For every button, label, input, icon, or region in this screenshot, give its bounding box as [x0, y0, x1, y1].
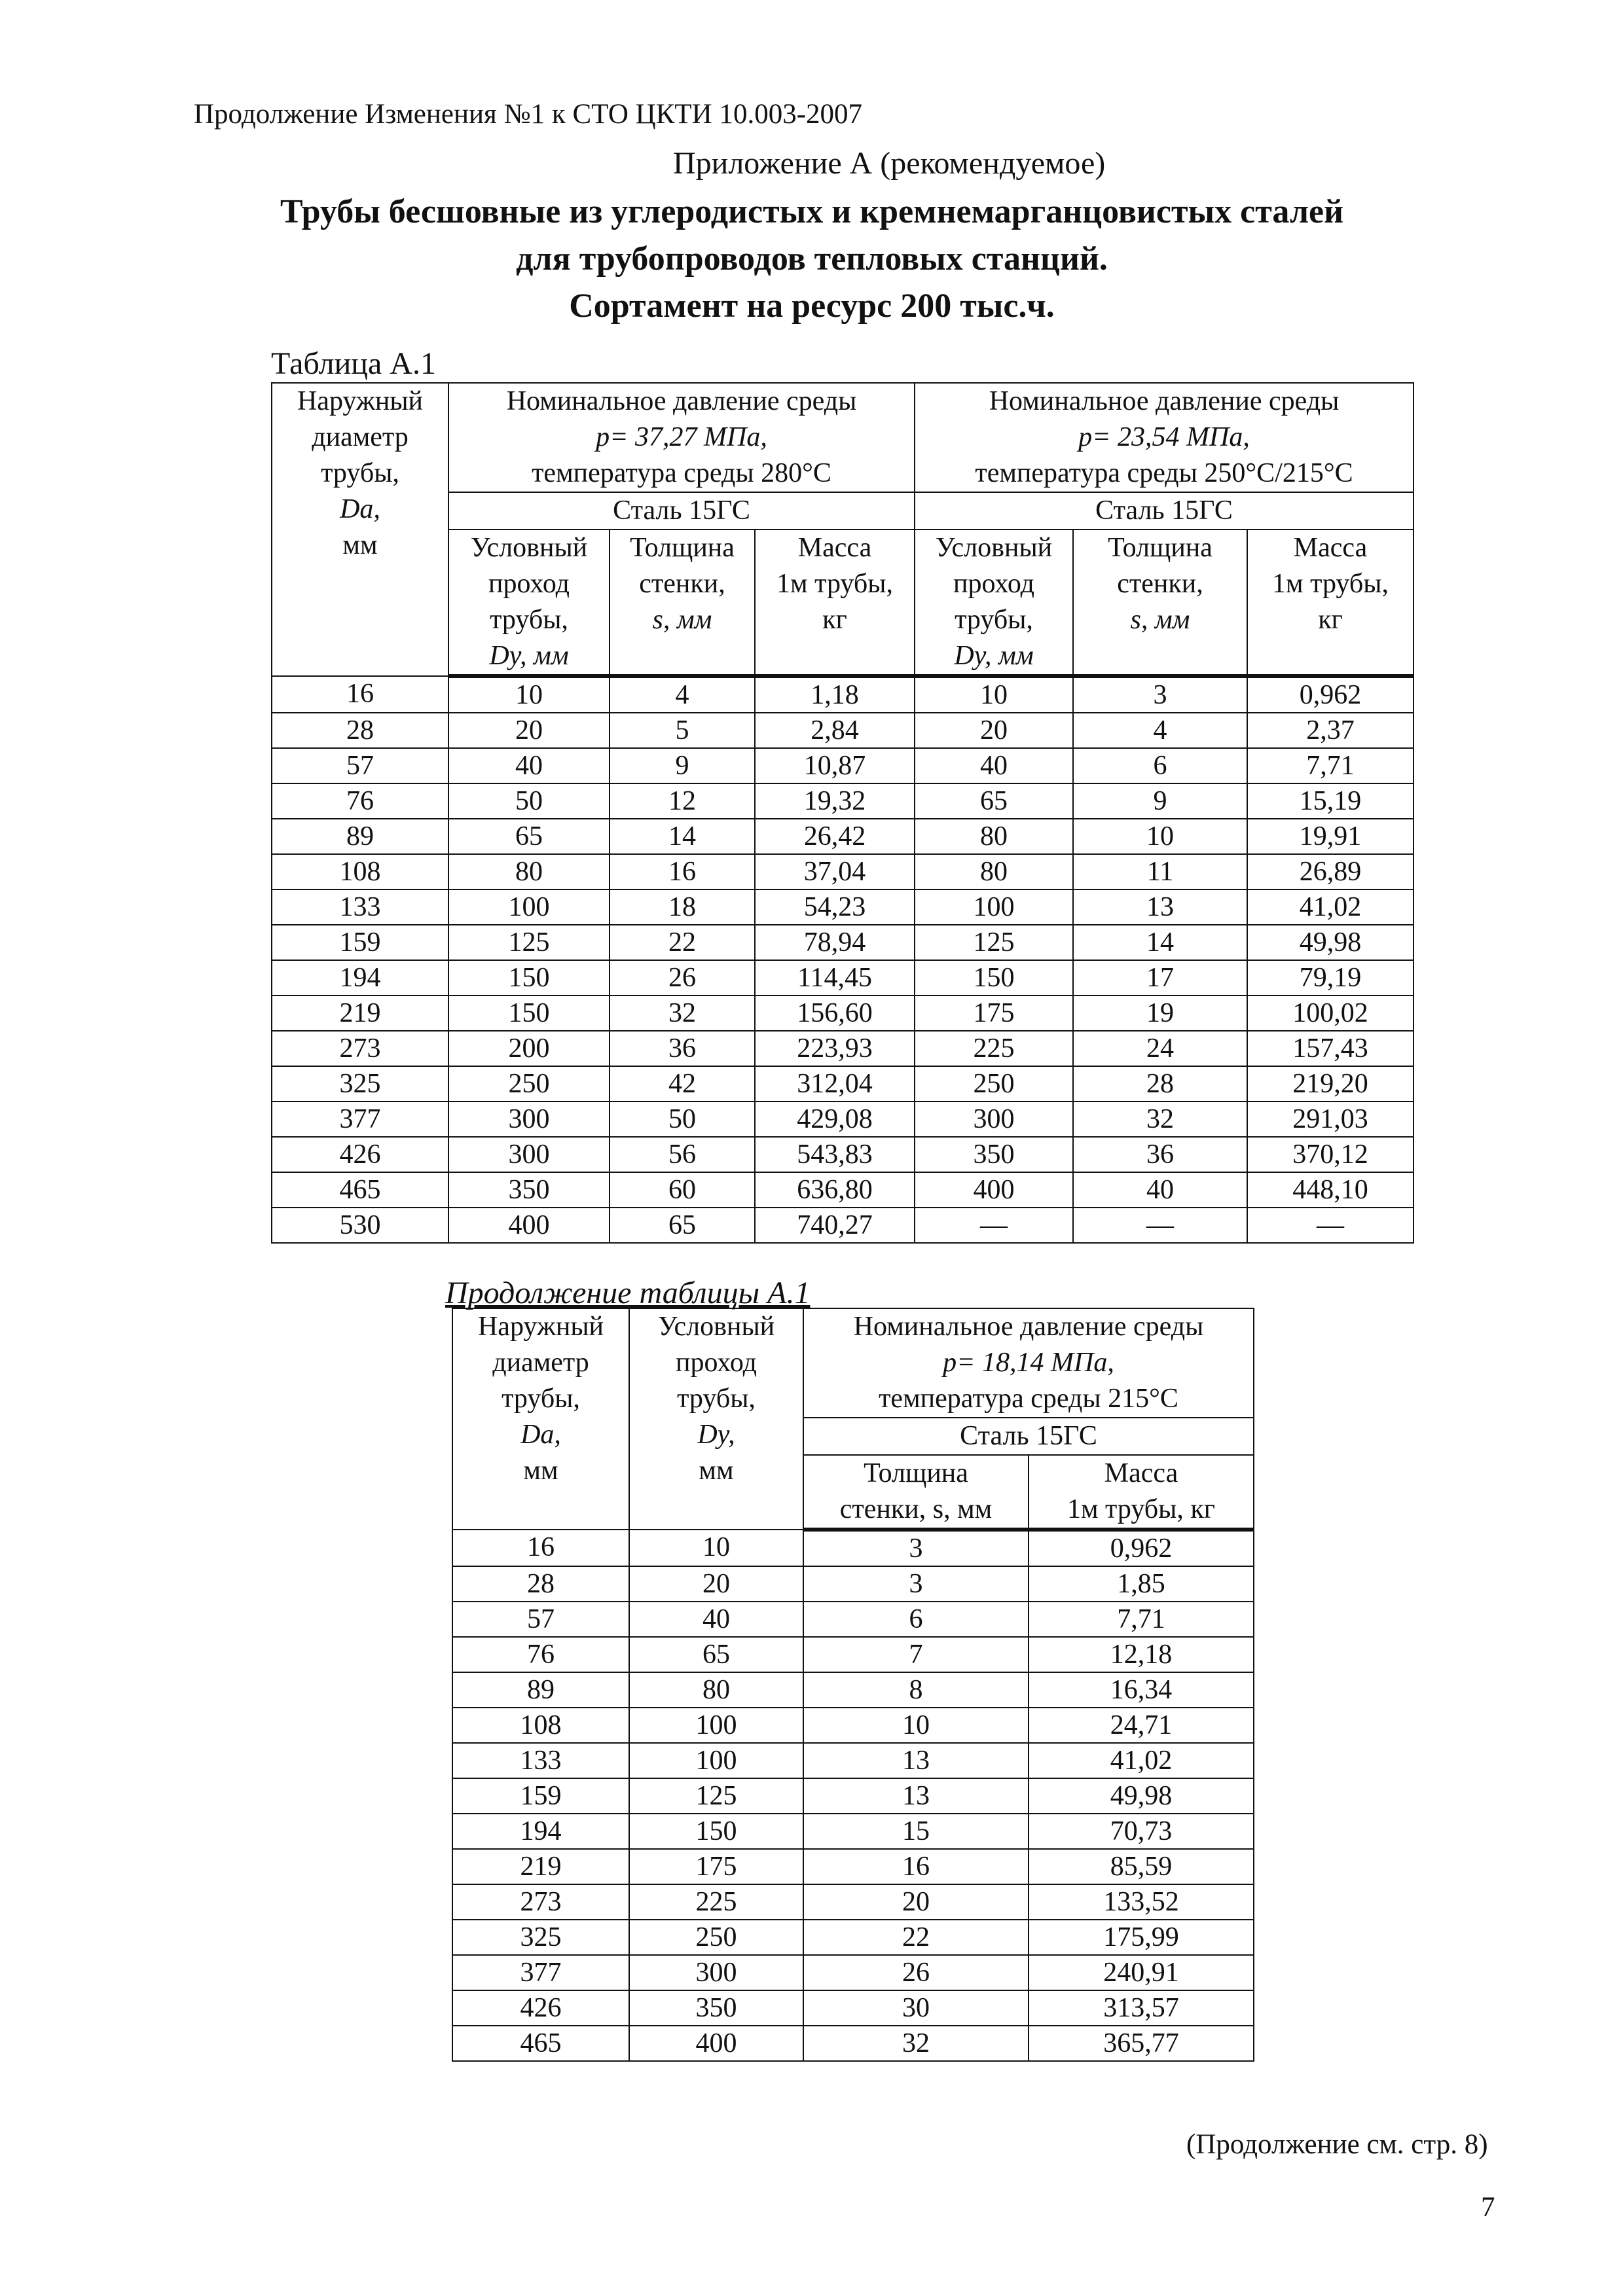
h-line: проход	[488, 569, 570, 599]
table-cell: 24,71	[1029, 1708, 1254, 1743]
h-line: проход	[676, 1348, 757, 1378]
table-cell: 377	[452, 1955, 629, 1990]
h-line: трубы,	[501, 1384, 580, 1414]
table-cell: 26,42	[755, 819, 915, 854]
table-cell: 465	[272, 1172, 448, 1208]
table-cell: 240,91	[1029, 1955, 1254, 1990]
table-row	[272, 854, 1413, 889]
table-row	[272, 1172, 1413, 1208]
table-cell: 13	[803, 1778, 1029, 1814]
table-cell: 114,45	[755, 960, 915, 996]
h-line: мм	[699, 1456, 734, 1486]
table-cell: 65	[629, 1637, 803, 1672]
h-line: температура среды 250°С/215°С	[975, 458, 1353, 488]
h-line: стенки,	[1117, 569, 1203, 599]
table-row	[272, 1102, 1413, 1137]
table-row	[452, 1849, 1254, 1884]
table-cell: 125	[629, 1778, 803, 1814]
table-cell: 291,03	[1247, 1102, 1413, 1137]
table-cell: 108	[452, 1708, 629, 1743]
table-row	[272, 925, 1413, 960]
table-cell: 26,89	[1247, 854, 1413, 889]
table-cell: 157,43	[1247, 1031, 1413, 1066]
table-row	[452, 1990, 1254, 2026]
table-cell: 108	[272, 854, 448, 889]
table-cell: 0,962	[1029, 1530, 1254, 1566]
table-cell: 125	[448, 925, 610, 960]
h-line: p= 18,14 МПа,	[943, 1348, 1114, 1378]
title-line-3: Сортамент на ресурс 200 тыс.ч.	[569, 287, 1055, 325]
table-cell: 250	[448, 1066, 610, 1102]
table-cell: 36	[1073, 1137, 1247, 1172]
h-line: трубы,	[490, 605, 568, 635]
table-cell: 219	[272, 996, 448, 1031]
h-line: температура среды 280°С	[532, 458, 831, 488]
table-cell: 65	[610, 1208, 755, 1243]
h-line: Толщина	[630, 533, 735, 563]
table-cell: 448,10	[1247, 1172, 1413, 1208]
table-cell: 194	[452, 1814, 629, 1849]
table-cell: 16,34	[1029, 1672, 1254, 1708]
h-line: трубы,	[321, 458, 399, 488]
h-line: трубы,	[677, 1384, 756, 1414]
table-cell: 7,71	[1029, 1602, 1254, 1637]
table-cell: 159	[272, 925, 448, 960]
table-cell: 89	[452, 1672, 629, 1708]
table-cell: 300	[448, 1137, 610, 1172]
page-title	[196, 188, 1427, 330]
h-line: кг	[822, 605, 847, 635]
h-line: Dy,	[697, 1420, 735, 1450]
table-cell: 133	[452, 1743, 629, 1778]
table-cell: 300	[629, 1955, 803, 1990]
table-cell: 426	[452, 1990, 629, 2026]
table-row	[452, 1637, 1254, 1672]
table-cell: 76	[452, 1637, 629, 1672]
table1-caption: Таблица А.1	[271, 346, 436, 381]
table-cell: 79,19	[1247, 960, 1413, 996]
h-line: Условный	[470, 533, 588, 563]
table-cell: 12,18	[1029, 1637, 1254, 1672]
table-row	[452, 1566, 1254, 1602]
header-group-conditions	[803, 1308, 1254, 1418]
table-cell: 70,73	[1029, 1814, 1254, 1849]
table-cell: 10	[915, 676, 1073, 713]
table-cell: 13	[1073, 889, 1247, 925]
table-row	[452, 1955, 1254, 1990]
header-wall-thickness	[610, 529, 755, 676]
header-group-steel: Сталь 15ГС	[803, 1418, 1254, 1455]
table-cell: 26	[803, 1955, 1029, 1990]
table-cell: 159	[452, 1778, 629, 1814]
table2-caption: Продолжение таблицы А.1	[445, 1276, 811, 1310]
table-row	[272, 996, 1413, 1031]
table-cell: 13	[803, 1743, 1029, 1778]
continued-note: (Продолжение см. стр. 8)	[1186, 2129, 1488, 2160]
table-row	[272, 1031, 1413, 1066]
table-cell: 133	[272, 889, 448, 925]
table-cell: 16	[452, 1530, 629, 1566]
table-cell: 273	[272, 1031, 448, 1066]
table-cell: 350	[448, 1172, 610, 1208]
table-cell: 4	[1073, 713, 1247, 748]
table-cell: 10,87	[755, 748, 915, 783]
h-line: p= 37,27 МПа,	[596, 422, 767, 452]
h-line: Номинальное давление среды	[853, 1312, 1204, 1342]
table-cell: 273	[452, 1884, 629, 1920]
table-cell: 465	[452, 2026, 629, 2061]
table-row	[272, 1208, 1413, 1243]
h-line: кг	[1318, 605, 1343, 635]
table-row	[452, 1920, 1254, 1955]
table-cell: 8	[803, 1672, 1029, 1708]
h-line: s, мм	[1130, 605, 1190, 635]
table-cell: 3	[803, 1530, 1029, 1566]
header-group2-conditions	[915, 383, 1413, 492]
table-cell: 22	[610, 925, 755, 960]
h-line: Da,	[520, 1420, 561, 1450]
table-cell: 325	[272, 1066, 448, 1102]
table-row	[452, 1530, 1254, 1566]
table-cell: 219	[452, 1849, 629, 1884]
table-cell: 250	[915, 1066, 1073, 1102]
table-row	[272, 1137, 1413, 1172]
h-line: стенки, s, мм	[839, 1494, 993, 1524]
table-cell: 6	[1073, 748, 1247, 783]
table-cell: 54,23	[755, 889, 915, 925]
h-line: Условный	[657, 1312, 775, 1342]
table-cell: 80	[915, 819, 1073, 854]
table-cell: 26	[610, 960, 755, 996]
table-cell: —	[915, 1208, 1073, 1243]
header-wall-thickness	[1073, 529, 1247, 676]
table2-body	[452, 1530, 1254, 2061]
table-cell: 15,19	[1247, 783, 1413, 819]
table-cell: 219,20	[1247, 1066, 1413, 1102]
table-cell: 20	[629, 1566, 803, 1602]
h-line: мм	[342, 530, 378, 560]
table-cell: 7,71	[1247, 748, 1413, 783]
header-outer-diameter	[452, 1308, 629, 1530]
table-cell: 194	[272, 960, 448, 996]
header-mass	[1029, 1455, 1254, 1530]
table-cell: 19,32	[755, 783, 915, 819]
table-cell: 175,99	[1029, 1920, 1254, 1955]
page-number: 7	[1481, 2192, 1495, 2223]
table-cell: 370,12	[1247, 1137, 1413, 1172]
table-cell: 5	[610, 713, 755, 748]
h-line: Da,	[340, 494, 380, 524]
header-group1-conditions	[448, 383, 915, 492]
table-cell: 85,59	[1029, 1849, 1254, 1884]
table1-body	[272, 676, 1413, 1243]
table-cell: 175	[629, 1849, 803, 1884]
table-cell: 6	[803, 1602, 1029, 1637]
table-cell: 10	[803, 1708, 1029, 1743]
table-cell: 40	[629, 1602, 803, 1637]
h-line: 1м трубы,	[1272, 569, 1389, 599]
table-cell: 530	[272, 1208, 448, 1243]
table-cell: 740,27	[755, 1208, 915, 1243]
table-row	[272, 783, 1413, 819]
h-line: Наружный	[477, 1312, 604, 1342]
h-line: s, мм	[652, 605, 712, 635]
table-cell: 19,91	[1247, 819, 1413, 854]
table-row	[272, 819, 1413, 854]
table-cell: 150	[448, 960, 610, 996]
table-cell: 125	[915, 925, 1073, 960]
table-cell: 150	[448, 996, 610, 1031]
table-cell: 10	[629, 1530, 803, 1566]
header-group2-steel: Сталь 15ГС	[915, 492, 1413, 529]
table-cell: 9	[1073, 783, 1247, 819]
table-cell: 100,02	[1247, 996, 1413, 1031]
table-cell: 300	[915, 1102, 1073, 1137]
table-cell: 16	[610, 854, 755, 889]
h-line: 1м трубы, кг	[1067, 1494, 1216, 1524]
table-cell: 10	[1073, 819, 1247, 854]
header-nominal-bore	[448, 529, 610, 676]
table-cell: 65	[915, 783, 1073, 819]
table-cell: 11	[1073, 854, 1247, 889]
table-row	[272, 889, 1413, 925]
table-cell: 350	[629, 1990, 803, 2026]
header-group1-steel: Сталь 15ГС	[448, 492, 915, 529]
table-cell: 377	[272, 1102, 448, 1137]
table-cell: 150	[629, 1814, 803, 1849]
table-cell: 2,37	[1247, 713, 1413, 748]
h-line: Dy, мм	[489, 641, 569, 671]
table-cell: 49,98	[1029, 1778, 1254, 1814]
table-row	[272, 676, 1413, 713]
table-cell: 7	[803, 1637, 1029, 1672]
table-cell: 3	[1073, 676, 1247, 713]
h-line: проход	[953, 569, 1034, 599]
table-cell: 40	[448, 748, 610, 783]
table-cell: 32	[803, 2026, 1029, 2061]
table-cell: 636,80	[755, 1172, 915, 1208]
table-row	[452, 1778, 1254, 1814]
appendix-label: Приложение А (рекомендуемое)	[673, 146, 1106, 181]
h-line: мм	[523, 1456, 558, 1486]
table-cell: 426	[272, 1137, 448, 1172]
h-line: p= 23,54 МПа,	[1078, 422, 1250, 452]
table-cell: 313,57	[1029, 1990, 1254, 2026]
table1	[271, 382, 1414, 1244]
table-cell: 40	[1073, 1172, 1247, 1208]
table-cell: 36	[610, 1031, 755, 1066]
table-row	[452, 1884, 1254, 1920]
table-cell: 156,60	[755, 996, 915, 1031]
table-cell: 1,18	[755, 676, 915, 713]
table-cell: 2,84	[755, 713, 915, 748]
table-cell: 17	[1073, 960, 1247, 996]
table-cell: 3	[803, 1566, 1029, 1602]
header-outer-diameter	[272, 383, 448, 676]
table-cell: 65	[448, 819, 610, 854]
table-cell: 100	[629, 1743, 803, 1778]
table-cell: 18	[610, 889, 755, 925]
table-cell: 312,04	[755, 1066, 915, 1102]
table-cell: 60	[610, 1172, 755, 1208]
table-cell: 9	[610, 748, 755, 783]
table-cell: 42	[610, 1066, 755, 1102]
table-cell: 37,04	[755, 854, 915, 889]
table-cell: 4	[610, 676, 755, 713]
table-cell: 16	[803, 1849, 1029, 1884]
table-row	[452, 1602, 1254, 1637]
table-cell: 200	[448, 1031, 610, 1066]
table-cell: 15	[803, 1814, 1029, 1849]
table-cell: 32	[610, 996, 755, 1031]
table-cell: 20	[803, 1884, 1029, 1920]
h-line: Номинальное давление среды	[989, 386, 1340, 416]
table-cell: 14	[610, 819, 755, 854]
table-cell: —	[1247, 1208, 1413, 1243]
table-cell: 28	[452, 1566, 629, 1602]
table-cell: 16	[272, 676, 448, 713]
table-cell: 100	[448, 889, 610, 925]
table-cell: 300	[448, 1102, 610, 1137]
table-cell: 325	[452, 1920, 629, 1955]
table-cell: 400	[448, 1208, 610, 1243]
table-row	[452, 1672, 1254, 1708]
table-cell: 40	[915, 748, 1073, 783]
table-row	[452, 1743, 1254, 1778]
table2	[452, 1308, 1254, 2062]
table-cell: 365,77	[1029, 2026, 1254, 2061]
table-cell: 350	[915, 1137, 1073, 1172]
table-row	[272, 1066, 1413, 1102]
h-line: трубы,	[955, 605, 1033, 635]
table-cell: 32	[1073, 1102, 1247, 1137]
table-row	[452, 1814, 1254, 1849]
table-cell: 20	[915, 713, 1073, 748]
table-cell: 80	[629, 1672, 803, 1708]
table-cell: 19	[1073, 996, 1247, 1031]
table-cell: 20	[448, 713, 610, 748]
table-cell: 80	[448, 854, 610, 889]
h-line: температура среды 215°С	[879, 1384, 1178, 1414]
header-nominal-bore	[915, 529, 1073, 676]
table-row	[452, 1708, 1254, 1743]
table-cell: 133,52	[1029, 1884, 1254, 1920]
h-line: Номинальное давление среды	[506, 386, 857, 416]
table-cell: 49,98	[1247, 925, 1413, 960]
table-cell: 28	[272, 713, 448, 748]
h-line: диаметр	[492, 1348, 589, 1378]
h-line: 1м трубы,	[776, 569, 893, 599]
table-row	[452, 2026, 1254, 2061]
header-wall-thickness	[803, 1455, 1029, 1530]
table-cell: 150	[915, 960, 1073, 996]
table-cell: 41,02	[1029, 1743, 1254, 1778]
table-cell: 41,02	[1247, 889, 1413, 925]
table-cell: 400	[915, 1172, 1073, 1208]
table-row	[272, 960, 1413, 996]
header-nominal-bore	[629, 1308, 803, 1530]
document-reference: Продолжение Изменения №1 к СТО ЦКТИ 10.003-2007	[194, 99, 863, 130]
table-cell: 0,962	[1247, 676, 1413, 713]
h-line: диаметр	[312, 422, 409, 452]
h-line: Масса	[797, 533, 872, 563]
table-cell: 22	[803, 1920, 1029, 1955]
table-cell: 30	[803, 1990, 1029, 2026]
table-cell: 28	[1073, 1066, 1247, 1102]
table-cell: 400	[629, 2026, 803, 2061]
h-line: Толщина	[864, 1458, 968, 1488]
h-line: Dy, мм	[954, 641, 1034, 671]
table-cell: 57	[272, 748, 448, 783]
title-line-1: Трубы бесшовные из углеродистых и кремнемарганцовистых сталей	[280, 193, 1344, 230]
table-cell: 100	[915, 889, 1073, 925]
table-cell: 56	[610, 1137, 755, 1172]
table-cell: 24	[1073, 1031, 1247, 1066]
table-cell: 76	[272, 783, 448, 819]
table-cell: 14	[1073, 925, 1247, 960]
header-mass	[1247, 529, 1413, 676]
table-cell: 50	[610, 1102, 755, 1137]
h-line: Условный	[935, 533, 1053, 563]
table-cell: 225	[915, 1031, 1073, 1066]
table-cell: 175	[915, 996, 1073, 1031]
table-cell: 57	[452, 1602, 629, 1637]
table-cell: 80	[915, 854, 1073, 889]
h-line: стенки,	[639, 569, 725, 599]
table-row	[272, 748, 1413, 783]
table-row	[272, 713, 1413, 748]
h-line: Толщина	[1108, 533, 1213, 563]
table-cell: 78,94	[755, 925, 915, 960]
table-cell: 223,93	[755, 1031, 915, 1066]
table-cell: 429,08	[755, 1102, 915, 1137]
table-cell: 1,85	[1029, 1566, 1254, 1602]
table-cell: 100	[629, 1708, 803, 1743]
table-cell: 225	[629, 1884, 803, 1920]
table-cell: 89	[272, 819, 448, 854]
table-cell: 250	[629, 1920, 803, 1955]
h-line: Масса	[1104, 1458, 1178, 1488]
table-cell: 10	[448, 676, 610, 713]
table-cell: —	[1073, 1208, 1247, 1243]
title-line-2: для трубопроводов тепловых станций.	[516, 240, 1108, 278]
h-line: Масса	[1293, 533, 1368, 563]
header-mass	[755, 529, 915, 676]
h-line: Наружный	[297, 386, 424, 416]
table-cell: 50	[448, 783, 610, 819]
table-cell: 12	[610, 783, 755, 819]
table-cell: 543,83	[755, 1137, 915, 1172]
